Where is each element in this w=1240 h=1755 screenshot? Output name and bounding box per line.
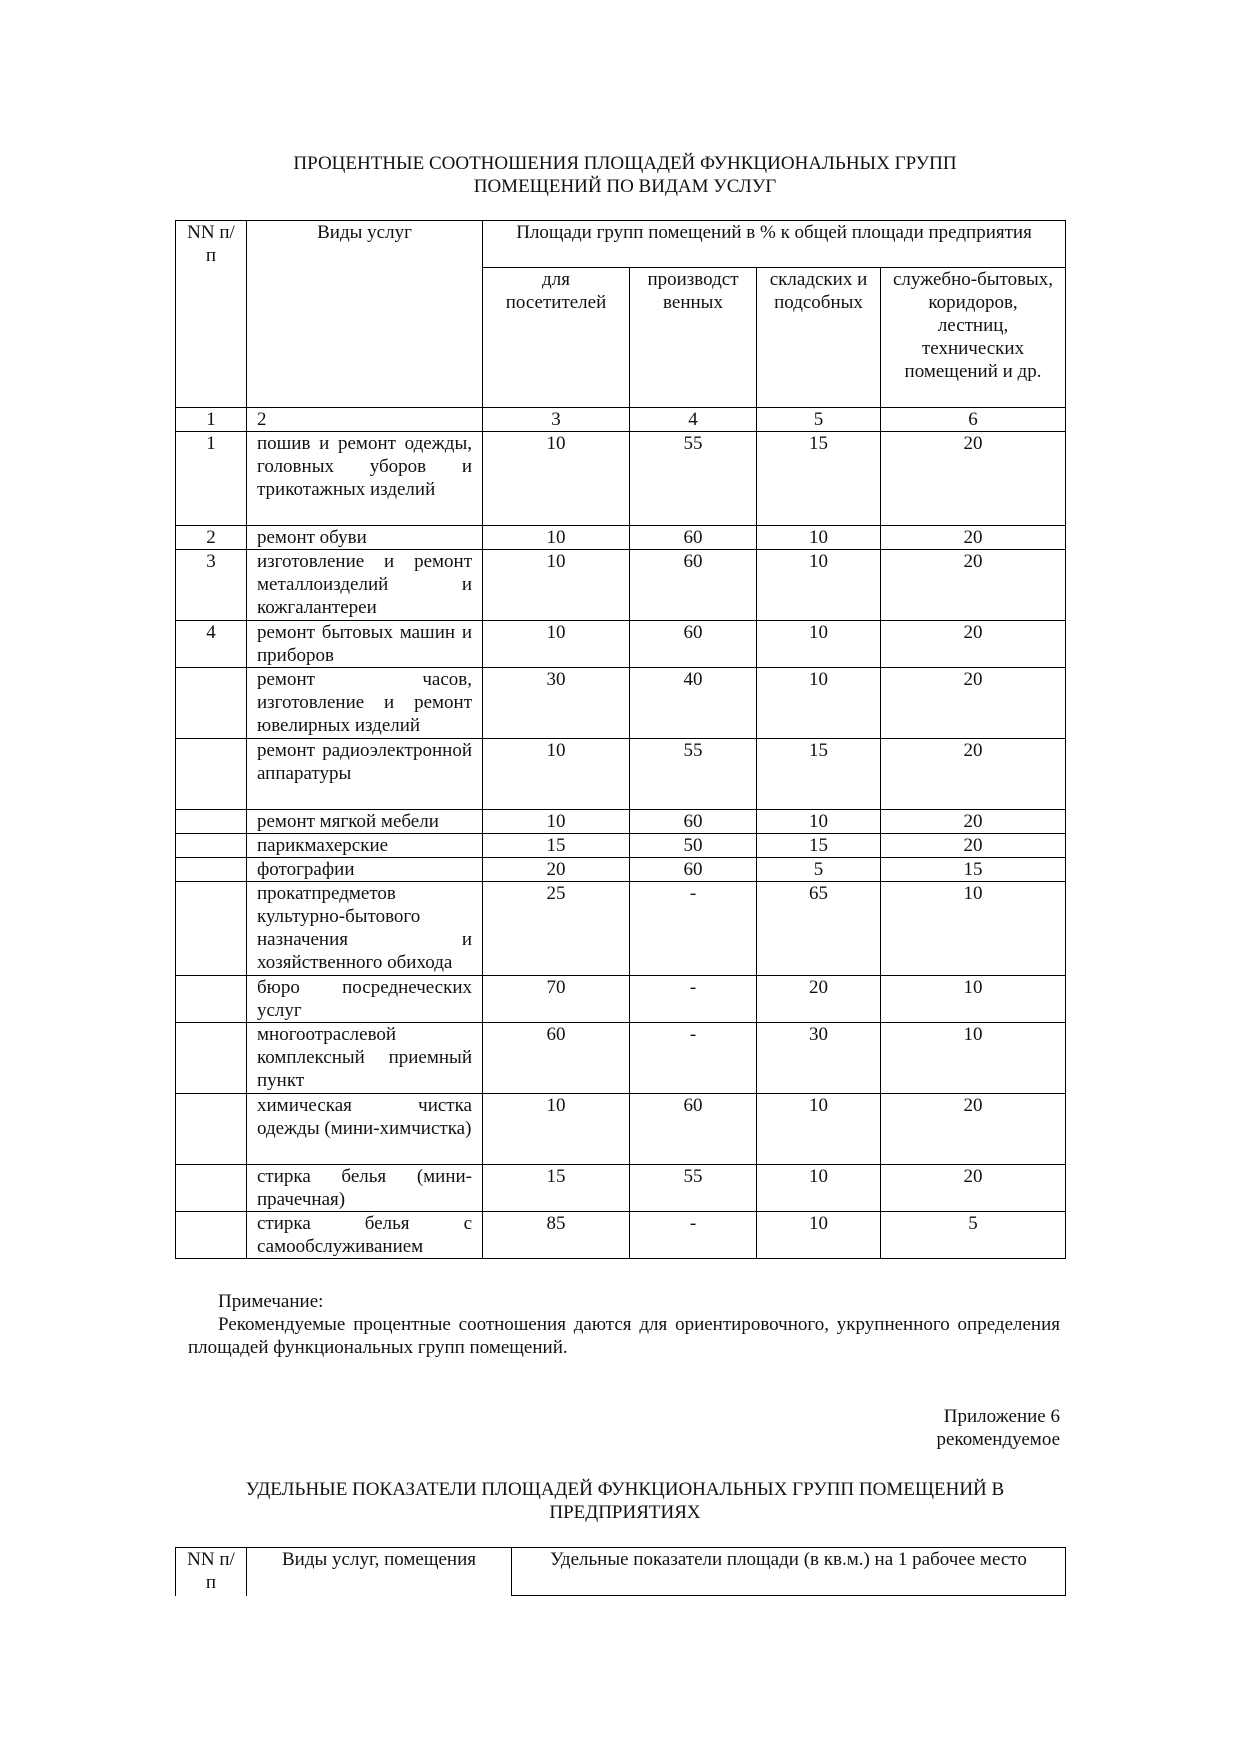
value-production-cell: 50	[630, 834, 757, 858]
row-number-cell	[176, 1023, 247, 1094]
value-office-cell: 20	[881, 668, 1066, 739]
table-row	[176, 858, 1066, 882]
value-office-cell: 20	[881, 432, 1066, 526]
value-production-cell: 40	[630, 668, 757, 739]
value-production-cell: 60	[630, 550, 757, 621]
row-number-cell	[176, 1212, 247, 1259]
row-number-cell: 4	[176, 621, 247, 668]
value-visitors-cell: 15	[483, 1165, 630, 1212]
value-storage-cell: 10	[757, 668, 881, 739]
table-row	[176, 550, 1066, 621]
table2-header-indicators: Удельные показатели площади (в кв.м.) на 1 рабочее место	[512, 1548, 1066, 1596]
value-visitors-cell: 60	[483, 1023, 630, 1094]
header-nn: NN п/п	[176, 221, 247, 408]
row-number-cell: 2	[176, 526, 247, 550]
value-visitors-cell: 30	[483, 668, 630, 739]
value-storage-cell: 10	[757, 621, 881, 668]
number-cell: 6	[881, 408, 1066, 432]
appendix-line2: рекомендуемое	[936, 1429, 1060, 1450]
section1-title	[175, 152, 1075, 198]
value-office-cell: 10	[881, 882, 1066, 976]
row-number-cell: 3	[176, 550, 247, 621]
value-storage-cell: 10	[757, 1165, 881, 1212]
value-storage-cell: 15	[757, 432, 881, 526]
value-visitors-cell: 10	[483, 621, 630, 668]
table2-header-nn: NN п/п	[176, 1548, 247, 1596]
table-body	[176, 432, 1066, 1259]
table-row	[176, 1094, 1066, 1165]
value-office-cell: 20	[881, 739, 1066, 810]
table-row	[176, 1212, 1066, 1259]
header-storage: складских и подсобных	[757, 268, 881, 408]
numbering-row	[176, 408, 1066, 432]
table-row	[176, 432, 1066, 526]
specific-indicators-table	[175, 1547, 1066, 1596]
value-office-cell: 20	[881, 526, 1066, 550]
value-visitors-cell: 85	[483, 1212, 630, 1259]
value-storage-cell: 15	[757, 834, 881, 858]
header-production: производст венных	[630, 268, 757, 408]
value-visitors-cell: 15	[483, 834, 630, 858]
number-cell: 3	[483, 408, 630, 432]
row-number-cell	[176, 739, 247, 810]
value-production-cell: 55	[630, 739, 757, 810]
value-visitors-cell: 10	[483, 810, 630, 834]
value-visitors-cell: 10	[483, 550, 630, 621]
header-visitors: для посетителей	[483, 268, 630, 408]
table-row	[176, 976, 1066, 1023]
service-name-cell: ремонт часов, изготовление и ремонт ювелирных изделий	[247, 668, 483, 739]
row-number-cell	[176, 858, 247, 882]
value-office-cell: 10	[881, 1023, 1066, 1094]
table-row	[176, 668, 1066, 739]
value-visitors-cell: 25	[483, 882, 630, 976]
value-production-cell: -	[630, 882, 757, 976]
value-production-cell: -	[630, 1212, 757, 1259]
value-storage-cell: 10	[757, 1094, 881, 1165]
value-visitors-cell: 10	[483, 526, 630, 550]
value-office-cell: 20	[881, 621, 1066, 668]
value-production-cell: 60	[630, 526, 757, 550]
service-name-cell: стирка белья с самообслуживанием	[247, 1212, 483, 1259]
table-row	[176, 1165, 1066, 1212]
table-row	[176, 834, 1066, 858]
value-office-cell: 5	[881, 1212, 1066, 1259]
value-production-cell: 55	[630, 432, 757, 526]
number-cell: 4	[630, 408, 757, 432]
value-office-cell: 20	[881, 834, 1066, 858]
service-name-cell: парикмахерские	[247, 834, 483, 858]
value-office-cell: 15	[881, 858, 1066, 882]
service-name-cell: ремонт мягкой мебели	[247, 810, 483, 834]
value-storage-cell: 65	[757, 882, 881, 976]
service-name-cell: фотографии	[247, 858, 483, 882]
value-storage-cell: 10	[757, 526, 881, 550]
value-storage-cell: 30	[757, 1023, 881, 1094]
service-name-cell: стирка белья (мини-прачечная)	[247, 1165, 483, 1212]
service-name-cell: ремонт бытовых машин и приборов	[247, 621, 483, 668]
table2-header-services: Виды услуг, помещения	[247, 1548, 512, 1596]
section2-title-line1: УДЕЛЬНЫЕ ПОКАЗАТЕЛИ ПЛОЩАДЕЙ ФУНКЦИОНАЛЬНЫХ ГРУПП ПОМЕЩЕНИЙ В	[245, 1479, 1005, 1500]
table-row	[176, 739, 1066, 810]
service-name-cell: ремонт обуви	[247, 526, 483, 550]
value-storage-cell: 5	[757, 858, 881, 882]
service-name-cell: прокатпредметов культурно-бытового назначения и хозяйственного обихода	[247, 882, 483, 976]
value-production-cell: 55	[630, 1165, 757, 1212]
table-row	[176, 882, 1066, 976]
number-cell: 1	[176, 408, 247, 432]
service-name-cell: химическая чистка одежды (мини-химчистка)	[247, 1094, 483, 1165]
value-production-cell: 60	[630, 621, 757, 668]
service-name-cell: многоотраслевой комплексный приемный пункт	[247, 1023, 483, 1094]
value-production-cell: 60	[630, 1094, 757, 1165]
service-name-cell: изготовление и ремонт металлоизделий и кожгалантереи	[247, 550, 483, 621]
section1-title-line2: ПОМЕЩЕНИЙ ПО ВИДАМ УСЛУГ	[473, 176, 777, 197]
header-services: Виды услуг	[247, 221, 483, 408]
table-row	[176, 621, 1066, 668]
value-production-cell: 60	[630, 810, 757, 834]
value-visitors-cell: 10	[483, 739, 630, 810]
value-office-cell: 20	[881, 1165, 1066, 1212]
value-office-cell: 20	[881, 550, 1066, 621]
value-office-cell: 20	[881, 810, 1066, 834]
number-cell: 2	[247, 408, 483, 432]
service-name-cell: пошив и ремонт одежды, головных уборов и трикотажных изделий	[247, 432, 483, 526]
table-row	[176, 526, 1066, 550]
value-storage-cell: 20	[757, 976, 881, 1023]
value-visitors-cell: 10	[483, 1094, 630, 1165]
value-office-cell: 10	[881, 976, 1066, 1023]
value-storage-cell: 10	[757, 1212, 881, 1259]
value-production-cell: 60	[630, 858, 757, 882]
value-visitors-cell: 70	[483, 976, 630, 1023]
value-office-cell: 20	[881, 1094, 1066, 1165]
value-storage-cell: 10	[757, 810, 881, 834]
table-row	[176, 1023, 1066, 1094]
number-cell: 5	[757, 408, 881, 432]
value-storage-cell: 15	[757, 739, 881, 810]
value-production-cell: -	[630, 1023, 757, 1094]
value-production-cell: -	[630, 976, 757, 1023]
row-number-cell	[176, 810, 247, 834]
note-label: Примечание:	[218, 1291, 324, 1312]
row-number-cell: 1	[176, 432, 247, 526]
row-number-cell	[176, 668, 247, 739]
section2-title-line2: ПРЕДПРИЯТИЯХ	[549, 1502, 701, 1523]
service-name-cell: ремонт радиоэлектронной аппаратуры	[247, 739, 483, 810]
value-storage-cell: 10	[757, 550, 881, 621]
row-number-cell	[176, 1165, 247, 1212]
value-visitors-cell: 20	[483, 858, 630, 882]
header-office: служебно-бытовых, коридоров, лестниц, технических помещений и др.	[881, 268, 1066, 408]
table-row	[176, 810, 1066, 834]
service-name-cell: бюро посреднеческих услуг	[247, 976, 483, 1023]
table-header-row	[176, 221, 1066, 268]
table2-header-row	[176, 1548, 1066, 1596]
section2-title	[175, 1478, 1075, 1524]
row-number-cell	[176, 834, 247, 858]
note-text: Рекомендуемые процентные соотношения даются для ориентировочного, укрупненного определения площадей функциональных групп помещений.	[188, 1314, 1060, 1358]
section1-title-line1: ПРОЦЕНТНЫЕ СООТНОШЕНИЯ ПЛОЩАДЕЙ ФУНКЦИОНАЛЬНЫХ ГРУПП	[293, 153, 957, 174]
row-number-cell	[176, 882, 247, 976]
row-number-cell	[176, 976, 247, 1023]
row-number-cell	[176, 1094, 247, 1165]
value-visitors-cell: 10	[483, 432, 630, 526]
appendix-line1: Приложение 6	[943, 1406, 1060, 1427]
header-areas: Площади групп помещений в % к общей площади предприятия	[483, 221, 1066, 268]
area-percentage-table	[175, 220, 1066, 1259]
